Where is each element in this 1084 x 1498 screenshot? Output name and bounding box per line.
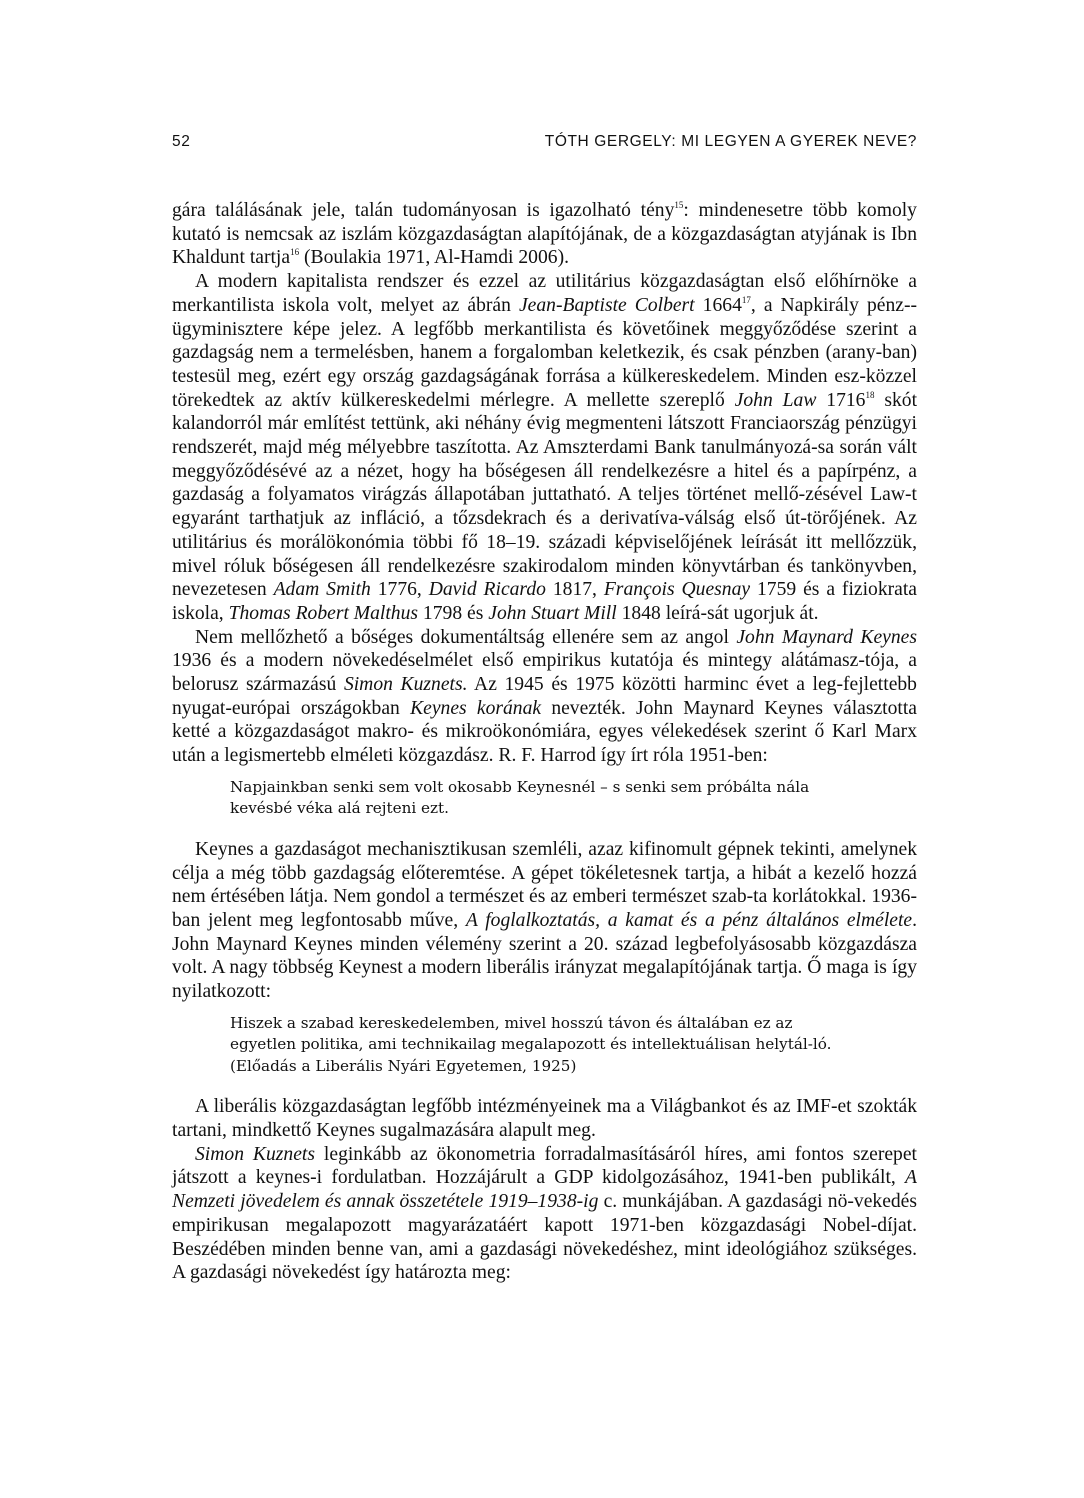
italic-text: Jean-Baptiste Colbert xyxy=(518,294,695,316)
text-run: nevezték. John Maynard Keynes választotta ketté a közgazdaságot makro- és mikroökonómiára, egyes vélekedések szerint ő Karl Marx után a legismertebb elméleti közgazdász. R. F. Harrod így írt róla 1951-ben: xyxy=(172,697,917,767)
paragraph xyxy=(172,199,917,270)
footnote-marker: 15 xyxy=(674,200,684,210)
text-run: Az 1945 és 1975 közötti harminc évet a leg-fejlettebb nyugat-európai országokban xyxy=(172,674,917,719)
italic-text: John Stuart Mill xyxy=(488,602,617,624)
paragraph xyxy=(172,1095,917,1142)
text-run: 1759 és a fiziokrata iskola, xyxy=(172,579,917,624)
text-run: 1776, xyxy=(370,579,429,601)
italic-text: A foglalkoztatás, a kamat és a pénz általános elmélete xyxy=(465,909,913,931)
block-quote-keynes: Hiszek a szabad kereskedelemben, mivel hosszú távon és általában ez az egyetlen politika, ami technikailag megalapozott és intellektuálisan helytál-ló. (Előadás a Liberális Nyári Egyetemen, 1925) xyxy=(230,1013,832,1075)
paragraph xyxy=(172,626,917,768)
paragraph xyxy=(172,270,917,626)
text-run: 1664 xyxy=(694,294,742,316)
page-number: 52 xyxy=(172,133,191,150)
text-run: . John Maynard Keynes minden vélemény szerint a 20. század legbefolyásosabb közgazdásza volt. A nagy többség Keynest a modern liberális irányzat megalapítójának tartja. Ő maga is így nyilatkozott: xyxy=(172,909,918,1003)
text-run: 1798 és xyxy=(418,602,489,624)
italic-text: Adam Smith xyxy=(273,579,371,601)
main-text xyxy=(172,199,917,1285)
text-run: (Boulakia 1971, Al-Hamdi 2006). xyxy=(299,247,569,269)
paragraph-group-2 xyxy=(172,838,917,1004)
block-quote-harrod: Napjainkban senki sem volt okosabb Keynesnél – s senki sem próbálta nála kevésbé véka alá rejteni ezt. xyxy=(230,777,810,818)
text-run: 1848 leírá-sát ugorjuk át. xyxy=(616,602,819,624)
text-run: A modern kapitalista rendszer és ezzel az utilitárius közgazdaságtan első előhírnöke a merkantilista iskola volt, melyet az ábrán xyxy=(172,271,917,316)
italic-text: Simon Kuznets. xyxy=(343,674,468,696)
paragraph xyxy=(172,838,917,1004)
text-run: , a Napkirály pénz-ügyminisztere képe jelez. A legfőbb merkantilista és követőinek meggyőződése szerint a gazdagság nem a termelésben, hanem a forgalomban keletkezik, és csak pénzben (arany-ban) testesül meg, ezért egy ország gazdagságának forrása a külkereskedelem. Minden esz-közzel törekedtek az aktív külkereskedelmi mérlegre. A mellette szereplő xyxy=(172,294,917,411)
text-run: c. munkájában. A gazdasági nö-vekedés empirikusan megalapozott magyarázatáért kapott 1971-ben közgazdasági Nobel-díjat. Beszédében minden benne van, ami a gazdasági növekedéshez, mint ideológiához szükséges. A gazdasági növekedést így határozta meg: xyxy=(172,1191,918,1284)
footnote-marker: 16 xyxy=(290,247,300,258)
paragraph xyxy=(172,1143,917,1285)
text-run: skót kalandorról már említést tettünk, aki néhány évig megmenteni látszott Franciaország pénzügyi rendszerét, majd még mélyebbre taszította. Az Amszterdami Bank tanulmányozá-sa során vált meggyőződésévé az a nézet, hogy ha bőségesen áll rendelkezésre a hitel és a papírpénz, a gazdaság a folyamatos virágzás állapotában juttatható. A teljes történet mellő-zésével Law-t egyaránt tarthatjuk az infláció, a tőzsdekrach és a derivatíva-válság első út-törőjének. Az utilitárius és morálökonómia többi fő 18–19. századi képviselőjének leírását itt mellőzzük, mivel róluk bőségesen áll rendelkezésre szakirodalom minden könyvtárban és tankönyvben, nevezetesen xyxy=(172,389,918,601)
italic-text: David Ricardo xyxy=(428,579,546,601)
text-run: 1817, xyxy=(545,579,604,601)
italic-text: François Quesnay xyxy=(603,579,751,601)
paragraph-group-3 xyxy=(172,1095,917,1285)
footnote-marker: 18 xyxy=(865,389,875,400)
text-run: Nem mellőzhető a bőséges dokumentáltság ellenére sem az angol xyxy=(195,626,737,648)
footnote-marker: 17 xyxy=(741,294,751,305)
text-run: A liberális közgazdaságtan legfőbb intézményeinek ma a Világbankot és az IMF-et szokták tartani, mindkettő Keynes sugalmazására alapult meg. xyxy=(172,1096,917,1141)
text-run: 1716 xyxy=(816,389,866,411)
italic-text: John Maynard Keynes xyxy=(736,626,917,648)
text-run: gára találásának jele, talán tudományosan is igazolható tény xyxy=(172,200,675,221)
running-title: TÓTH GERGELY: MI LEGYEN A GYEREK NEVE? xyxy=(544,133,917,150)
text-run: leginkább az ökonometria forradalmasításáról híres, ami fontos szerepet játszott a keynes-i fordulatban. Hozzájárult a GDP kidolgozásához, 1941-ben publikált, xyxy=(172,1143,917,1189)
italic-text: Thomas Robert Malthus xyxy=(228,602,419,624)
text-run: 1936 és a modern növekedéselmélet első empirikus kutatója és mintegy alátámasz-tója, a belorusz származású xyxy=(172,650,917,696)
italic-text: Simon Kuznets xyxy=(195,1143,315,1165)
page-header xyxy=(172,133,917,157)
text-run: Keynes a gazdaságot mechanisztikusan szemléli, azaz kifinomult gépnek tekinti, amelynek célja a még több gazdagság előteremtése. A gépet tökéletesnek tartja, a hibát a kezelő hozzá nem értésében látja. Nem gondol a természet és az emberi természet szab-ta korlátokkal. 1936-ban jelent meg legfontosabb műve, xyxy=(172,838,917,931)
paragraph-group-1 xyxy=(172,199,917,768)
italic-text: A Nemzeti jövedelem és annak összetétele 1919–1938-ig xyxy=(172,1167,917,1213)
italic-text: Keynes korának xyxy=(410,697,542,719)
italic-text: John Law xyxy=(734,389,817,411)
text-run: : mindenesetre több komoly kutató is nemcsak az iszlám közgazdaságtan alapítójának, de a közgazdaságtan atyjának is Ibn Khaldunt tartja xyxy=(172,200,917,269)
